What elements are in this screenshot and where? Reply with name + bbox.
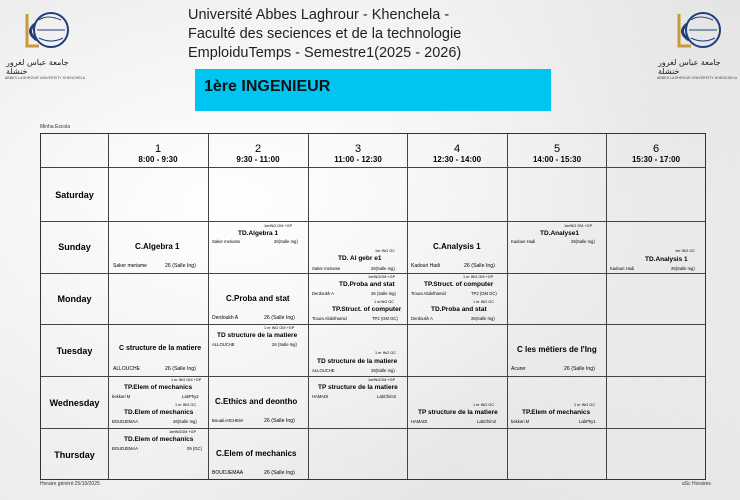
period-time: 15:30 - 17:00 (631, 155, 681, 164)
session-title: TP.Struct. of computer (332, 306, 402, 313)
period-number: 4 (453, 143, 461, 155)
session-room: 26 (Salle Ing) (371, 291, 396, 296)
session-group: 1 er ING GC (375, 351, 397, 355)
session-title: TP structure de la matiere (318, 384, 398, 391)
session-sunday-3[interactable] (309, 222, 407, 273)
session-title: C.Elem of mechanics (216, 449, 297, 458)
session-title: TD.Proba and stat (339, 281, 395, 288)
session-title: C les métiers de l'Ing (517, 345, 597, 354)
session-room: 26 (Salle Ing) (272, 342, 297, 347)
session-teacher: HAMADI (411, 419, 428, 424)
page-header (188, 6, 461, 63)
session-title: TD.Elem of mechanics (124, 436, 194, 443)
session-title: C.Analysis 1 (433, 242, 481, 251)
session-group: 1er ING GC (675, 249, 696, 253)
session-title: TD.Elem of mechanics (124, 409, 194, 416)
session-sunday-2[interactable] (209, 222, 308, 273)
session-sunday-5[interactable] (508, 222, 606, 273)
session-wednesday-5[interactable] (508, 402, 606, 428)
university-emblem-icon (17, 6, 73, 56)
session-teacher: Kadouri Hadi (411, 263, 440, 269)
session-sunday-4[interactable] (408, 222, 507, 273)
session-room: 26(Salle Ing) (173, 419, 197, 424)
session-teacher: Saker meriame (312, 266, 341, 271)
session-tuesday-3[interactable] (309, 350, 407, 376)
session-title: C.Algebra 1 (135, 242, 180, 251)
session-group: 1 er ING GM +GP (264, 326, 295, 330)
session-monday-2[interactable] (209, 274, 308, 324)
session-teacher: Kadouri Hadi (610, 266, 635, 271)
session-teacher: BOUDJEMAA (112, 419, 139, 424)
logo-english-text: ABBES LAGHROUR UNIVERSITY KHENCHELA (4, 76, 86, 80)
session-room: LabPhy2 (182, 394, 199, 399)
session-room: 26 (Salle Ing) (464, 263, 495, 269)
column-header-4 (407, 143, 507, 165)
session-room: TP2 (GM GC) (372, 316, 398, 321)
session-tuesday-1[interactable] (109, 325, 208, 376)
school-label: Minha Escola (40, 124, 71, 130)
generated-date: Horaire généré:25/10/2025 (40, 481, 100, 487)
period-time: 11:00 - 12:30 (334, 155, 382, 164)
university-logo-right (658, 6, 736, 84)
session-group: 1erING GM +GP (264, 224, 293, 228)
logo-arabic-text: جامعة عباس لغرور خنشلة (658, 58, 721, 76)
session-room: 26(Salle Ing) (371, 368, 395, 373)
timetable-grid (40, 133, 706, 480)
column-header-5 (507, 143, 607, 165)
session-room: 26 (Salle Ing) (264, 315, 295, 321)
session-title: TD.Analyse1 (540, 230, 580, 237)
class-title: 1ère INGENIEUR (204, 78, 331, 95)
session-monday-3a[interactable] (309, 274, 407, 299)
session-teacher: bekkari M (511, 419, 530, 424)
session-room: 26 (Salle Ing) (264, 470, 295, 476)
session-sunday-1[interactable] (109, 222, 208, 273)
session-title: TP.Elem of mechanics (522, 409, 591, 416)
session-teacher: Saker meriame (212, 239, 241, 244)
period-number: 5 (553, 143, 561, 155)
session-group: 1 erING GC (374, 300, 395, 304)
session-group: 1erINGGM +GP (368, 378, 396, 382)
session-group: 1erING GM +GP (564, 224, 593, 228)
session-title: TD structure de la matiere (317, 358, 398, 365)
session-title: TD.Proba and stat (431, 306, 487, 313)
column-header-3 (308, 143, 408, 165)
session-group: 1 er ING GC (175, 403, 197, 407)
session-teacher: Tioura Abdelhamid (312, 316, 347, 321)
session-thursday-2[interactable] (209, 429, 308, 480)
day-wednesday: Wednesday (49, 398, 100, 408)
session-teacher: Bouali.HICHEM (212, 418, 243, 423)
period-number: 2 (254, 143, 262, 155)
header-timetable: EmploiduTemps - Semestre1(2025 - 2026) (188, 45, 462, 61)
session-wednesday-1b[interactable] (109, 402, 208, 428)
session-teacher: HAMADI (312, 394, 329, 399)
session-teacher: BOUDJEMAA (112, 446, 139, 451)
session-room: 26(Salle Ing) (274, 239, 298, 244)
session-title: TP.Elem of mechanics (124, 384, 193, 391)
session-tuesday-2[interactable] (209, 325, 308, 350)
session-room: 26 (Salle Ing) (165, 366, 196, 372)
period-time: 14:00 - 15:30 (532, 155, 582, 164)
session-group: 1 er ING GC (473, 403, 495, 407)
session-thursday-1[interactable] (109, 429, 208, 454)
session-sunday-6[interactable] (607, 222, 707, 273)
session-title: TP.Struct. of computer (424, 281, 494, 288)
day-monday: Monday (57, 294, 92, 304)
period-number: 1 (154, 143, 162, 155)
header-university: Université Abbes Laghrour - Khenchela - (188, 7, 450, 23)
period-time: 12:30 - 14:00 (432, 155, 482, 164)
class-banner (195, 69, 551, 111)
session-group: 1erINGGM +GP (169, 430, 197, 434)
session-wednesday-3[interactable] (309, 377, 407, 402)
grid-line (41, 167, 705, 168)
session-title: TD structure de la matiere (217, 332, 298, 339)
session-teacher: BOUDJEMAA (212, 470, 244, 476)
header-faculty: Faculté des seciences et de la technologie (188, 26, 462, 42)
session-title: TD.Algebra 1 (238, 230, 279, 237)
session-room: LabChim2 (477, 419, 497, 424)
session-wednesday-2[interactable] (209, 377, 308, 428)
session-monday-4b[interactable] (408, 299, 507, 324)
session-teacher: bekkari M (112, 394, 131, 399)
session-title: TD. Al gebr e1 (338, 255, 382, 262)
software-brand: aSc Horaires (682, 481, 711, 487)
period-time: 8:00 - 9:30 (138, 155, 178, 164)
university-logo-left (6, 6, 84, 84)
session-title: TD.Analysis 1 (645, 256, 688, 263)
session-title: C structure de la matiere (119, 345, 202, 352)
session-teacher: Tioura Abdelhamid (411, 291, 446, 296)
session-room: 26 (Salle Ing) (264, 418, 295, 424)
session-teacher: Saker meriame (113, 263, 147, 269)
session-group: 1er ING GC (375, 249, 396, 253)
session-room: 26 (Salle Ing) (564, 366, 595, 372)
session-title: TP structure de la matiere (418, 409, 498, 416)
session-teacher: ALLOUCHE (212, 342, 235, 347)
column-header-6 (606, 143, 706, 165)
session-room: TP2 (GM GC) (471, 291, 497, 296)
column-header-2 (208, 143, 308, 165)
session-room: LabPhy1 (579, 419, 596, 424)
day-saturday: Saturday (55, 190, 94, 200)
day-tuesday: Tuesday (56, 346, 93, 356)
session-room: 09 (GC) (187, 446, 202, 451)
session-teacher: ALLOUCHE (113, 366, 140, 372)
session-room: 26(Salle Ing) (471, 316, 495, 321)
session-title: C.Ethics and deontho (215, 397, 298, 406)
session-monday-3b[interactable] (309, 299, 407, 324)
session-group: 1erINGGM +GP (368, 275, 396, 279)
period-number: 3 (354, 143, 362, 155)
session-group: 1 er ING GC (473, 300, 495, 304)
session-wednesday-1a[interactable] (109, 377, 208, 402)
session-room: 26(Salle Ing) (571, 239, 595, 244)
session-room: 26(Salle Ing) (671, 266, 695, 271)
day-thursday: Thursday (54, 450, 95, 460)
session-room: LabChim2 (377, 394, 397, 399)
column-header-1 (108, 143, 208, 165)
session-group: 1 er ING GM +GP (171, 378, 202, 382)
session-room: 26 (Salle Ing) (165, 263, 196, 269)
period-number: 6 (652, 143, 660, 155)
session-title: C.Proba and stat (226, 294, 290, 303)
session-tuesday-5[interactable] (508, 325, 606, 376)
session-group: 1 er ING GC (574, 403, 596, 407)
session-teacher: Derdoukh A (212, 315, 239, 321)
logo-arabic-text: جامعة عباس لغرور خنشلة (6, 58, 69, 76)
session-wednesday-4[interactable] (408, 402, 507, 428)
session-group: 1 er ING GM +GP (463, 275, 494, 279)
session-teacher: Derdoukh A (312, 291, 334, 296)
session-teacher: Acurer (511, 366, 526, 372)
session-teacher: ALLOUCHE (312, 368, 335, 373)
university-emblem-icon (669, 6, 725, 56)
session-teacher: Derdoukh A (411, 316, 433, 321)
day-sunday: Sunday (58, 242, 91, 252)
period-time: 9:30 - 11:00 (236, 155, 280, 164)
logo-english-text: ABBES LAGHROUR UNIVERSITY KHENCHELA (656, 76, 738, 80)
session-room: 26(Salle Ing) (371, 266, 395, 271)
session-teacher: Kadouri Hadi (511, 239, 536, 244)
session-monday-4a[interactable] (408, 274, 507, 299)
